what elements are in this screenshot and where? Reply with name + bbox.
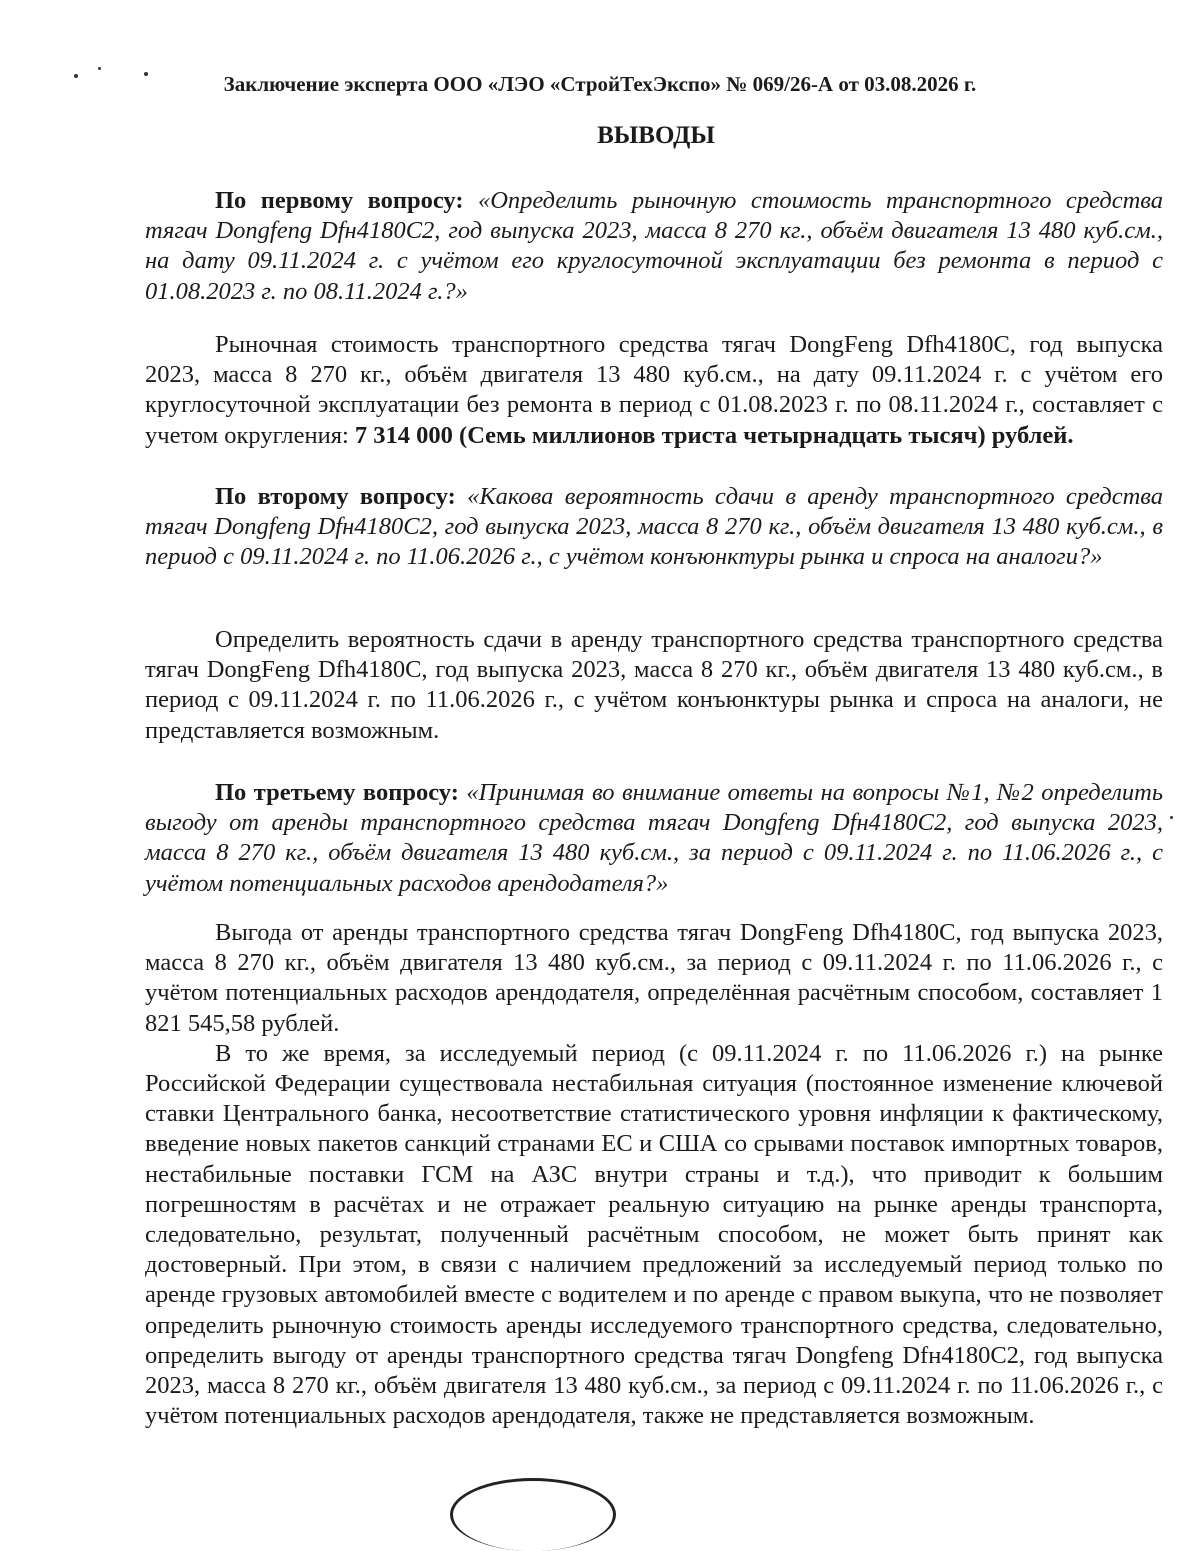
answer-1-block: [145, 330, 1163, 451]
answer-1-text: Рыночная стоимость транспортного средства тягач DongFeng Dfh4180C, год выпуска 2023, масса 8 270 кг., объём двигателя 13 480 куб.см., на дату 09.11.2024 г. с учётом его круглосуточной эксплуатации без ремонта в период с 01.08.2023 г. по 08.11.2024 г., составляет с учетом округления:: [145, 331, 1163, 449]
scan-speck: [1170, 816, 1173, 819]
question-2-label: По второму вопросу:: [215, 483, 456, 510]
document-header: Заключение эксперта ООО «ЛЭО «СтройТехЭкспо» № 069/26-А от 03.08.2026 г.: [223, 72, 977, 96]
answer-1-value: 7 314 000 (Семь миллионов триста четырнадцать тысяч) рублей.: [354, 421, 1074, 449]
answer-3-paragraph-2: В то же время, за исследуемый период (с 09.11.2024 г. по 11.06.2026 г.) на рынке Российской Федерации существовала нестабильная ситуация (постоянное изменение ключевой ставки Центрального банка, несоответствие статистического уровня инфляции к фактическому, введение новых пакетов санкций странами ЕС и США со срывами поставок импортных товаров, нестабильные поставки ГСМ на АЗС внутри страны и т.д.), что приводит к большим погрешностям в расчётах и не отражает реальную ситуацию на рынке аренды транспорта, следовательно, результат, полученный расчётным способом, не может быть принят как достоверный. При этом, в связи с наличием предложений за исследуемый период только по аренде грузовых автомобилей вместе с водителем и по аренде с правом выкупа, что не позволяет определить рыночную стоимость аренды исследуемого транспортного средства, следовательно, определить выгоду от аренды транспортного средства тягач Dongfeng Dfн4180C2, год выпуска 2023, масса 8 270 кг., объём двигателя 13 480 куб.см., за период с 09.11.2024 г. по 11.06.2026 г., с учётом потенциальных расходов арендодателя, также не представляется возможным.: [145, 1039, 1163, 1430]
answer-3-block: [145, 918, 1163, 1431]
question-1-paragraph: [145, 186, 1163, 307]
question-1-label: По первому вопросу:: [215, 187, 464, 214]
answer-2-paragraph: Определить вероятность сдачи в аренду транспортного средства транспортного средства тягач DongFeng Dfh4180C, год выпуска 2023, масса 8 270 кг., объём двигателя 13 480 куб.см., в период с 09.11.2024 г. по 11.06.2026 г., с учётом конъюнктуры рынка и спроса на аналоги, не представляется возможным.: [145, 626, 1163, 744]
question-3-text: «Принимая во внимание ответы на вопросы №1, №2 определить выгоду от аренды транспортного средства тягач Dongfeng Dfн4180C2, год выпуска 2023, масса 8 270 кг., объём двигателя 13 480 куб.см., за период с 09.11.2024 г. по 11.06.2026 г., с учётом потенциальных расходов арендодателя?»: [145, 779, 1163, 897]
answer-1-paragraph: [145, 330, 1163, 451]
question-3-paragraph: [145, 778, 1163, 899]
question-3-label: По третьему вопросу:: [215, 779, 459, 806]
answer-2-block: [145, 625, 1163, 746]
question-2-block: [145, 482, 1163, 573]
question-1-text: «Определить рыночную стоимость транспортного средства тягач Dongfeng Dfн4180C2, год выпуска 2023, масса 8 270 кг., объём двигателя 13 480 куб.см., на дату 09.11.2024 г. с учётом его круглосуточной эксплуатации без ремонта в период с 01.08.2023 г. по 08.11.2024 г.?»: [145, 187, 1164, 305]
question-1-block: [145, 186, 1163, 307]
question-2-paragraph: [145, 482, 1163, 573]
question-2-text: «Какова вероятность сдачи в аренду транспортного средства тягач Dongfeng Dfн4180C2, год выпуска 2023, масса 8 270 кг., объём двигателя 13 480 куб.см., в период с 09.11.2024 г. по 11.06.2026 г., с учётом конъюнктуры рынка и спроса на аналоги?»: [145, 483, 1163, 571]
scan-speck: [98, 67, 101, 70]
answer-3-paragraph: Выгода от аренды транспортного средства тягач DongFeng Dfh4180C, год выпуска 2023, масса 8 270 кг., объём двигателя 13 480 куб.см., за период с 09.11.2024 г. по 11.06.2026 г., с учётом потенциальных расходов арендодателя, определённая расчётным способом, составляет 1 821 545,58 рублей.: [145, 919, 1163, 1037]
stamp-seal: [450, 1478, 616, 1551]
question-3-block: [145, 778, 1163, 899]
page-title: ВЫВОДЫ: [597, 122, 715, 149]
